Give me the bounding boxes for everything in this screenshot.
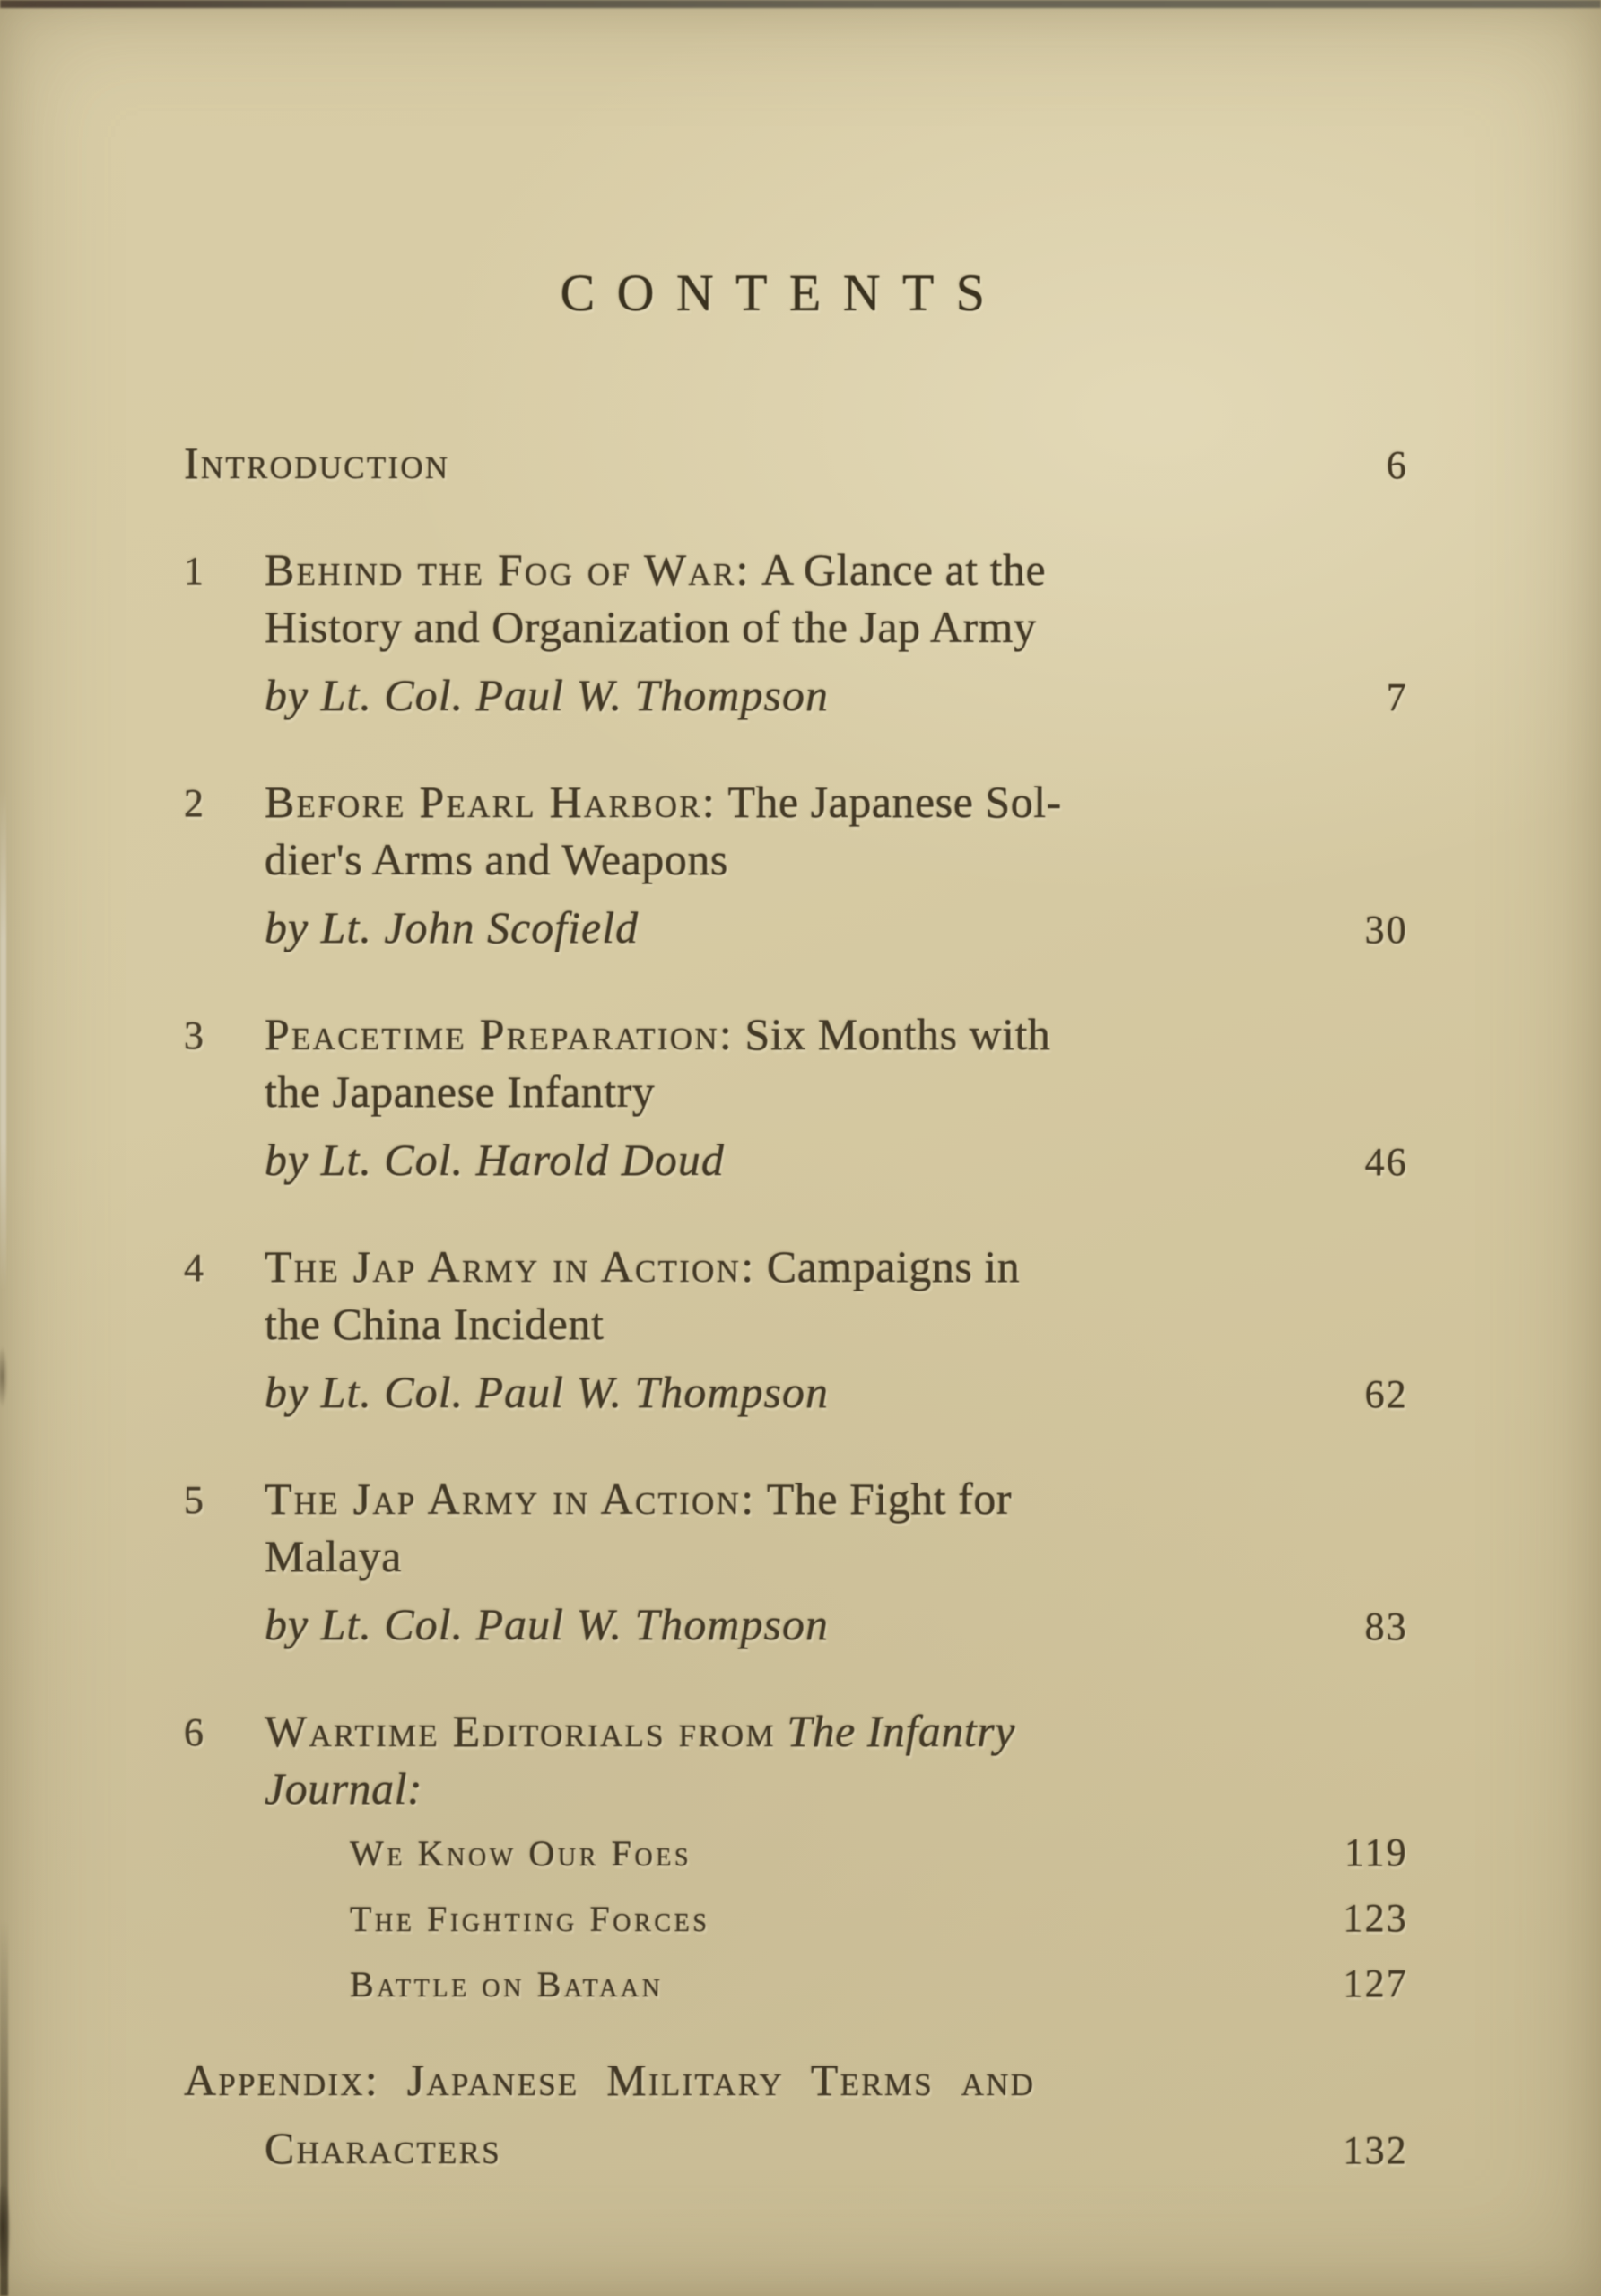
chapter-title-line-2: Journal: <box>265 1763 423 1813</box>
chapter-byline-row <box>265 1596 1408 1656</box>
editorial-row-the-fighting-forces <box>265 1890 1408 1948</box>
chapter-subtitle: The Japanese Sol- <box>727 777 1062 827</box>
introduction-page-number: 6 <box>1386 443 1408 487</box>
chapter-byline: by Lt. Col. Paul W. Thompson <box>265 670 830 720</box>
chapter-number: 5 <box>184 1478 204 1522</box>
chapter-number: 1 <box>184 549 204 593</box>
chapter-byline: by Lt. Col. Paul W. Thompson <box>265 1367 830 1417</box>
editorial-row-battle-on-bataan <box>265 1955 1408 2013</box>
chapter-number: 6 <box>184 1710 204 1754</box>
chapter-title-line-2: History and Organization of the Jap Army <box>265 602 1037 652</box>
journal-name-italic: The Infantry <box>787 1706 1015 1756</box>
chapter-title-line-1 <box>265 1238 1408 1295</box>
page-edge-highlight <box>0 789 6 1292</box>
chapter-subtitle: A Glance at the <box>761 544 1047 595</box>
chapter-number: 2 <box>184 781 204 825</box>
chapter-page-number: 83 <box>1364 1605 1408 1648</box>
chapter-title-line-2: Malaya <box>265 1531 402 1581</box>
chapter-page-number: 7 <box>1386 675 1408 719</box>
toc-row-introduction <box>184 434 1408 494</box>
chapter-title-line-1 <box>265 1702 1408 1760</box>
editorial-label: The Fighting Forces <box>350 1899 710 1939</box>
photo-top-edge-shadow <box>0 0 1601 8</box>
chapter-title-smallcaps: Before Pearl Harbor: <box>265 777 717 827</box>
chapter-title-smallcaps: The Jap Army in Action: <box>265 1474 756 1524</box>
chapter-page-number: 46 <box>1364 1140 1408 1184</box>
chapter-number: 4 <box>184 1246 204 1290</box>
chapter-title-line-2: dier's Arms and Weapons <box>265 834 728 884</box>
chapter-byline-row <box>265 1363 1408 1423</box>
chapter-subtitle: Six Months with <box>744 1009 1051 1059</box>
appendix-title-line-1: Appendix: Japanese Military Terms and <box>184 2055 1036 2105</box>
chapter-byline-row <box>265 666 1408 726</box>
chapter-title-line-1 <box>265 1005 1408 1063</box>
chapter-title-smallcaps: Peacetime Preparation: <box>265 1009 735 1059</box>
chapter-title-line-2: the China Incident <box>265 1299 605 1349</box>
editorial-page-number: 123 <box>1343 1896 1408 1940</box>
chapter-page-number: 62 <box>1364 1372 1408 1416</box>
chapter-byline: by Lt. John Scofield <box>265 902 640 952</box>
toc-entry-chapter-2 <box>184 773 1408 959</box>
chapter-title-smallcaps: The Jap Army in Action: <box>265 1241 756 1292</box>
chapter-subtitle: Campaigns in <box>766 1241 1021 1292</box>
chapter-title-line-1 <box>265 773 1408 831</box>
chapter-title-line-2: the Japanese Infantry <box>265 1066 656 1117</box>
chapter-byline: by Lt. Col. Harold Doud <box>265 1135 725 1185</box>
chapter-byline: by Lt. Col. Paul W. Thompson <box>265 1599 830 1649</box>
chapter-title-line-1 <box>265 1470 1408 1527</box>
appendix-line-2-row <box>184 2114 1408 2185</box>
editorial-page-number: 119 <box>1344 1831 1408 1874</box>
appendix-page-number: 132 <box>1343 2128 1408 2172</box>
chapter-title-smallcaps: Wartime Editorials from <box>265 1706 776 1756</box>
editorial-row-we-know-our-foes <box>265 1824 1408 1883</box>
appendix-title-line-2: Characters <box>265 2123 501 2173</box>
introduction-label: Introduction <box>184 438 450 488</box>
chapter-title-line-1 <box>265 541 1408 598</box>
toc-entry-appendix <box>184 2046 1408 2185</box>
page-title: CONTENTS <box>560 264 1007 322</box>
editorial-label: We Know Our Foes <box>350 1833 692 1874</box>
toc-entry-chapter-4 <box>184 1238 1408 1423</box>
toc-entry-chapter-5 <box>184 1470 1408 1656</box>
chapter-subtitle: The Fight for <box>766 1474 1012 1524</box>
chapter-number: 3 <box>184 1013 204 1057</box>
editorial-label: Battle on Bataan <box>350 1964 664 2005</box>
chapter-byline-row <box>265 1131 1408 1191</box>
editorial-page-number: 127 <box>1343 1961 1408 2005</box>
toc-entry-chapter-6 <box>184 1702 1408 2013</box>
toc-entry-chapter-1 <box>184 541 1408 726</box>
chapter-title-smallcaps: Behind the Fog of War: <box>265 544 751 595</box>
chapter-byline-row <box>265 899 1408 959</box>
chapter-page-number: 30 <box>1364 908 1408 952</box>
toc-entry-chapter-3 <box>184 1005 1408 1191</box>
